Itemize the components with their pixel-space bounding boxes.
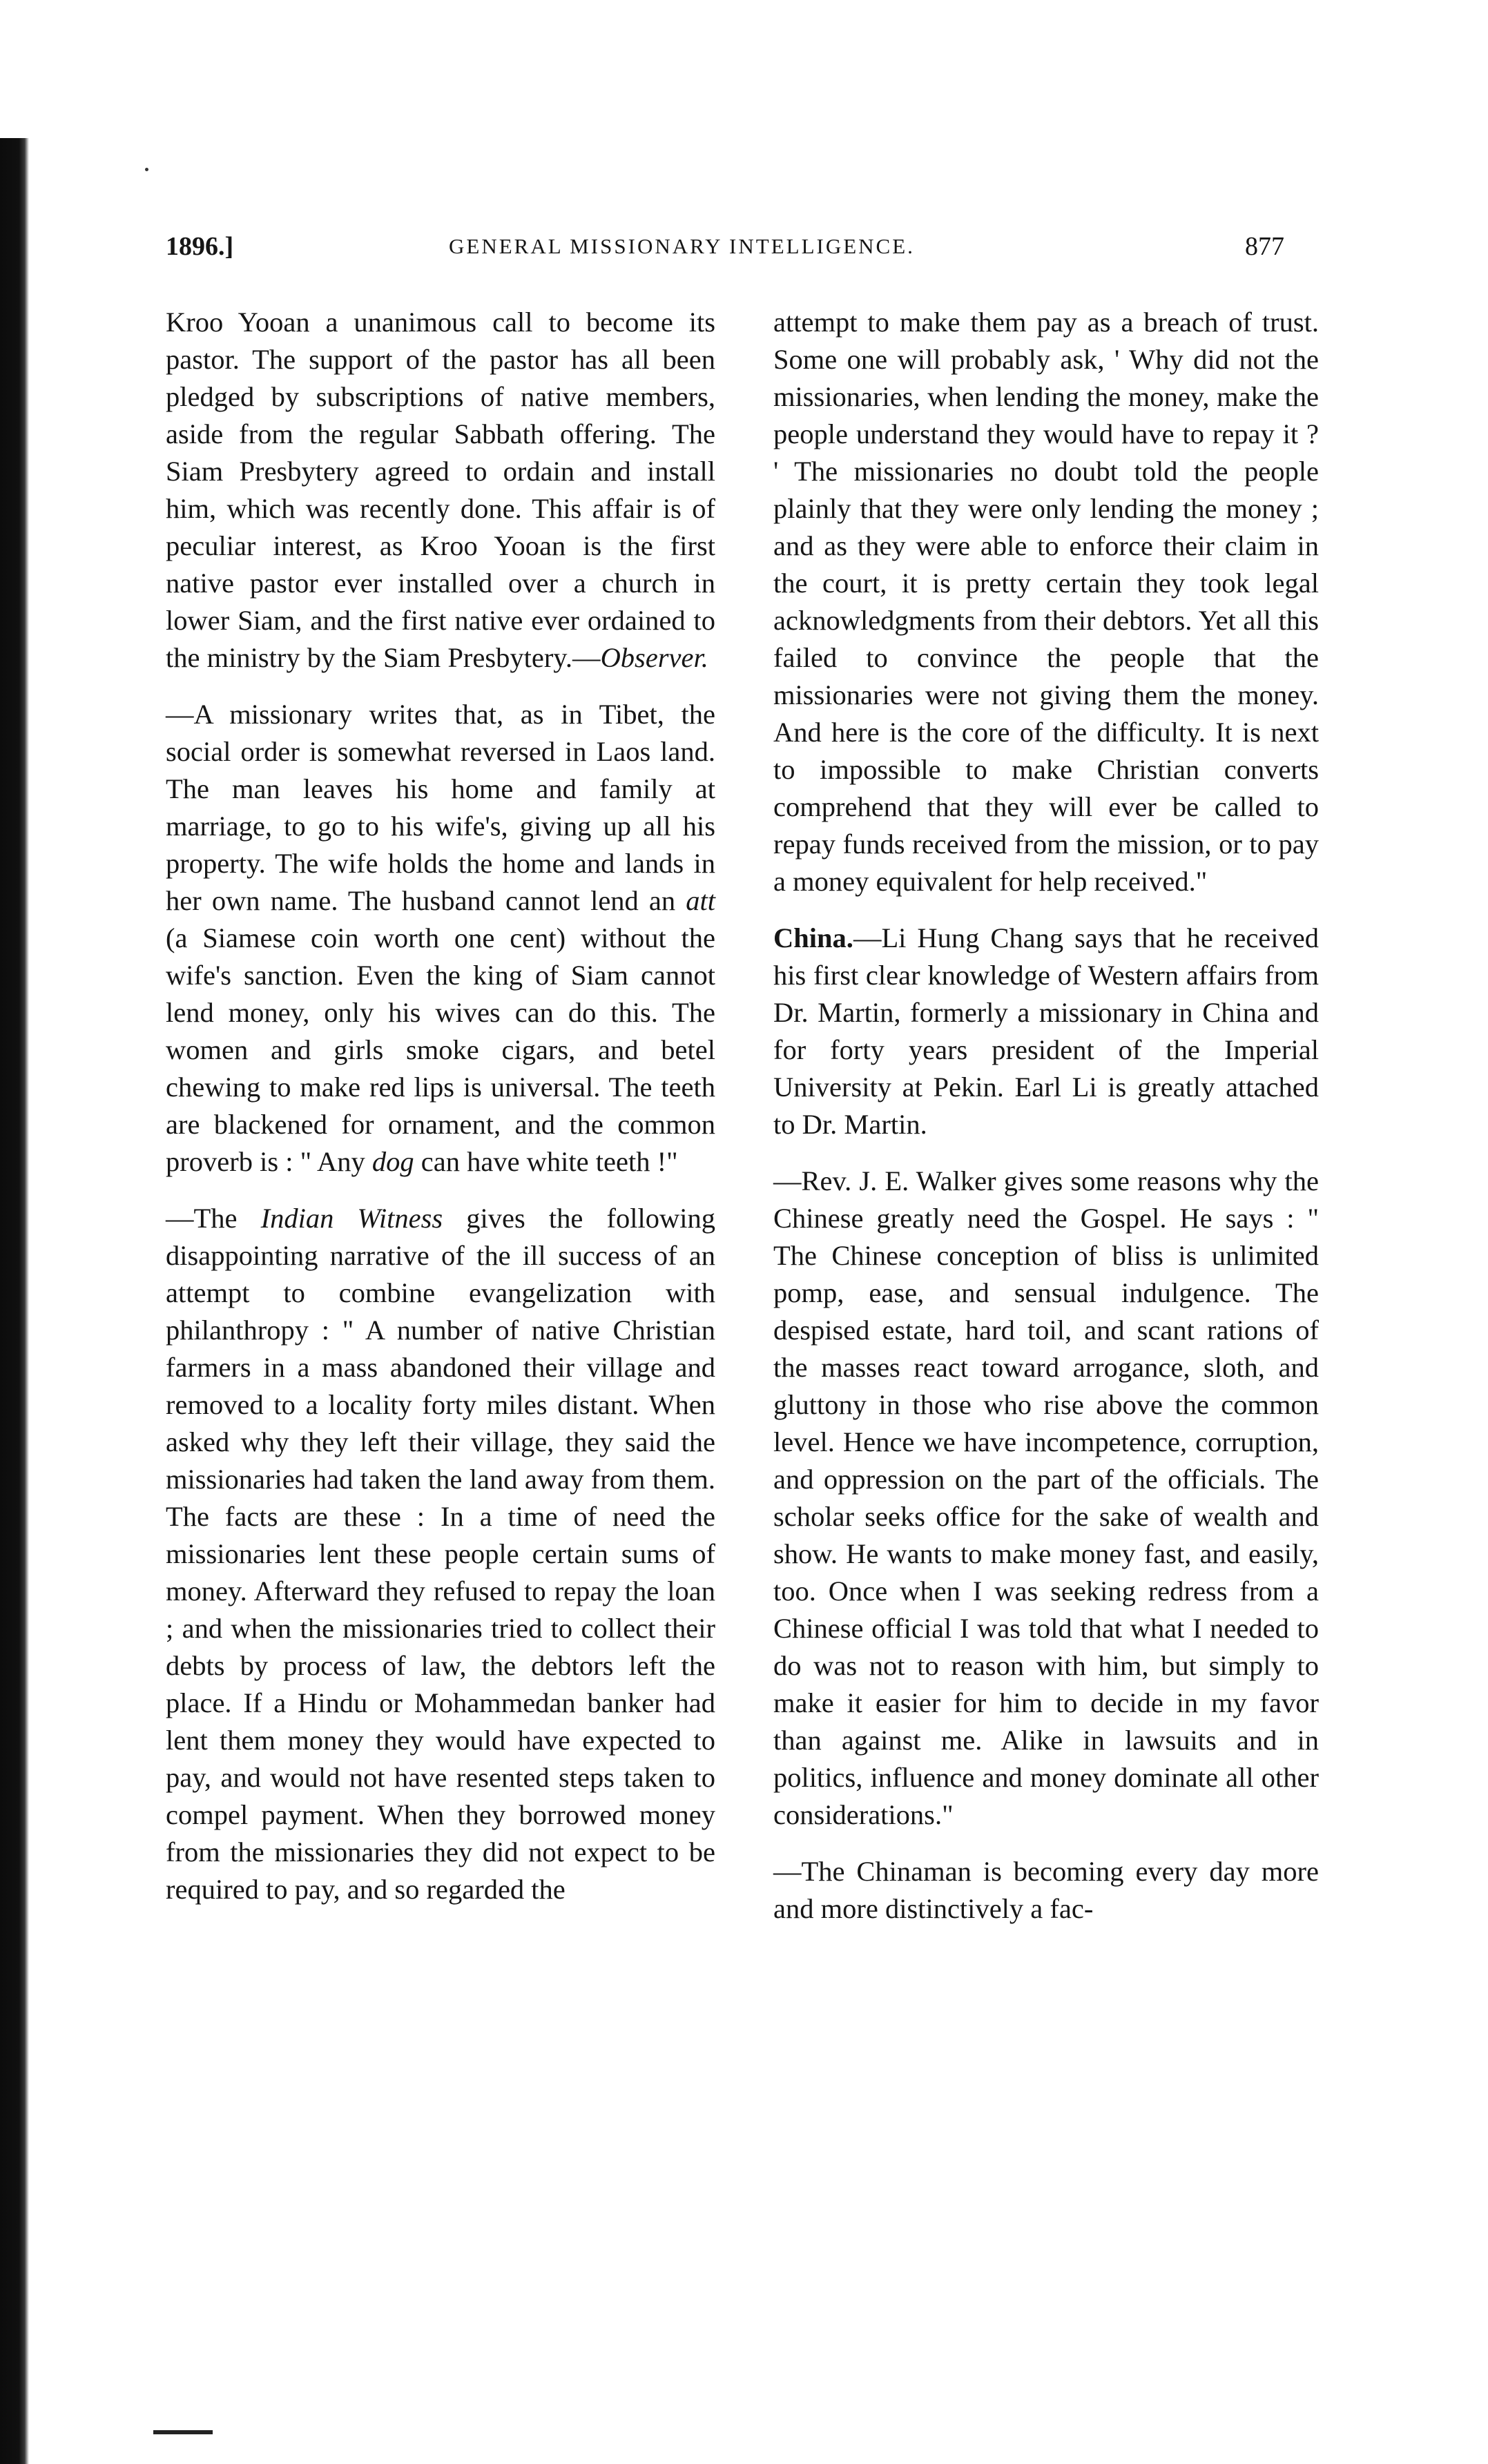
source-citation: Indian Witness [260, 1203, 443, 1234]
page-number: 877 [1245, 232, 1284, 261]
header-year: 1896.] [166, 232, 234, 261]
left-column [166, 304, 715, 1928]
page-header [166, 231, 1284, 273]
paragraph-text: (a Siamese coin worth one cent) without the wife's sanction. Even the king of Siam cannot lend money, only his wives can do this. The women and girls smoke cigars, and betel chewing to make red lips is universal. The teeth are blackened for ornament, and the common proverb is : " Any [166, 922, 715, 1177]
paragraph-text: —A missionary writes that, as in Tibet, the social order is somewhat reversed in Laos land. The man leaves his home and family at marriage, to go to his wife's, giving up all his property. The wife holds the home and lands in her own name. The husband cannot lend an [166, 699, 715, 916]
section-heading-china: China. [773, 922, 853, 953]
source-citation: Observer. [600, 642, 708, 673]
paragraph-walker [773, 1163, 1319, 1834]
paragraph-laos-social-order [166, 696, 715, 1181]
running-title: GENERAL MISSIONARY INTELLIGENCE. [449, 234, 915, 258]
paragraph-china [773, 920, 1319, 1143]
paragraph-text: Kroo Yooan a unanimous call to become its pastor. The support of the pastor has all been pledged by subscriptions of native members, aside from the regular Sabbath offering. The Siam Presbytery agreed to ordain and install him, which was recently done. This affair is of peculiar interest, as Kroo Yooan is the first native pastor ever installed over a church in lower Siam, and the first native ever ordained to the ministry by the Siam Presbytery.— [166, 307, 715, 673]
paragraph-indian-witness [166, 1200, 715, 1908]
paragraph-text: can have white teeth !" [414, 1146, 678, 1177]
book-spine-shadow [0, 138, 29, 2464]
paragraph-text: —Li Hung Chang says that he received his first clear knowledge of Western affairs from Dr. Martin, formerly a missionary in China and for forty years president of the Imperial University at Pekin. Earl Li is greatly attached to Dr. Martin. [773, 922, 1319, 1140]
paragraph-text: —The Chinaman is becoming every day more and more distinctively a fac- [773, 1856, 1319, 1924]
paragraph-text: gives the following disappointing narrative of the ill success of an attempt to combine evangelization with philanthropy : " A number of native Christian farmers in a mass abandoned their village and removed to a locality forty miles distant. When asked why they left their village, they said the missionaries had taken the land away from them. The facts are these : In a time of need the missionaries lent these people certain sums of money. Afterward they refused to repay the loan ; and when the missionaries tried to collect their debts by process of law, the debtors left the place. If a Hindu or Mohammedan banker had lent them money they would have expected to pay, and would not have resented steps taken to compel payment. When they borrowed money from the missionaries they did not expect to be required to pay, and so regarded the [166, 1203, 715, 1905]
paragraph-text: —The [166, 1203, 261, 1234]
italic-term-dog: dog [371, 1146, 414, 1177]
italic-term-att: att [686, 885, 715, 916]
paragraph-text: —Rev. J. E. Walker gives some reasons why the Chinese greatly need the Gospel. He says : " The Chinese conception of bliss is unlimited pomp, ease, and sensual indulgence. The despised estate, hard toil, and scant rations of the masses react toward arrogance, sloth, and gluttony in those who rise above the common level. Hence we have incompetence, corruption, and oppression on the part of the officials. The scholar seeks office for the sake of wealth and show. He wants to make money fast, and easily, too. Once when I was seeking redress from a Chinese official I was told that what I needed to do was not to reason with him, but simply to make it easier for him to decide in my favor than against me. Alike in lawsuits and in politics, influence and money dominate all other considerations." [773, 1165, 1319, 1830]
paragraph-chinaman [773, 1853, 1319, 1928]
scan-edge-mark [153, 2430, 213, 2434]
scan-speck [145, 168, 148, 171]
paragraph-text: attempt to make them pay as a breach of trust. Some one will probably ask, ' Why did not the missionaries, when lending the money, make the people understand they would have to repay it ? ' The missionaries no doubt told the people plainly that they were only lending the money ; and as they were able to enforce their claim in the court, it is pretty certain they took legal acknowledgments from their debtors. Yet all this failed to convince the people that the missionaries were not giving them the money. And here is the core of the difficulty. It is next to impossible to make Christian converts comprehend that they will ever be called to repay funds received from the mission, or to pay a money equivalent for help received." [773, 307, 1319, 897]
paragraph-continuation [773, 304, 1319, 900]
right-column [773, 304, 1319, 1947]
paragraph-kroo-yooan [166, 304, 715, 677]
